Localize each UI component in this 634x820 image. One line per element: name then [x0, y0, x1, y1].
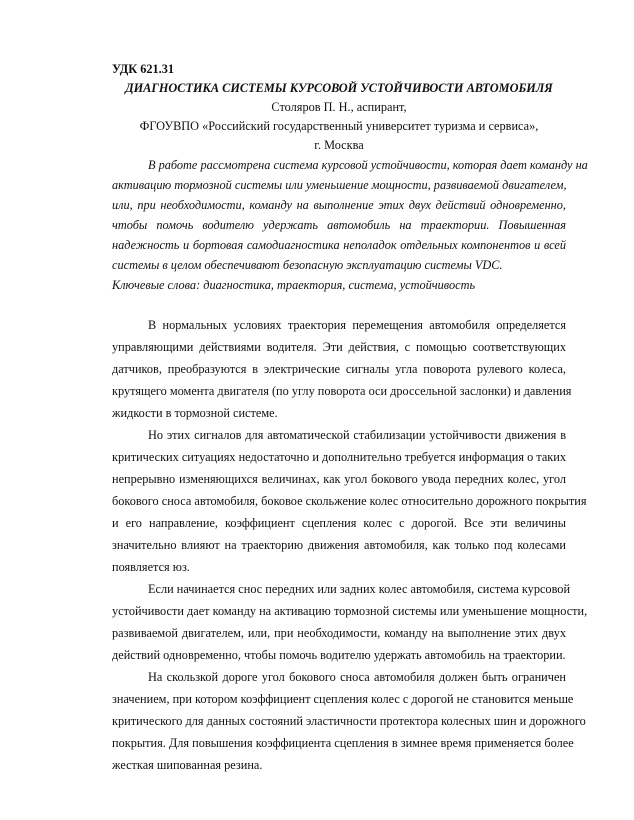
article-title: ДИАГНОСТИКА СИСТЕМЫ КУРСОВОЙ УСТОЙЧИВОСТИ АВТОМОБИЛЯ: [125, 81, 553, 95]
body-line: значительно влияют на траекторию движения автомобиля, как только под колесами: [112, 538, 566, 552]
body-line: жесткая шипованная резина.: [112, 758, 263, 772]
body-line: развиваемой двигателем, или, при необходимости, команду на выполнение этих двух: [112, 626, 566, 640]
city-line: г. Москва: [314, 138, 364, 152]
body-line: Если начинается снос передних или задних колес автомобиля, система курсовой: [148, 582, 571, 596]
body-line: На скользкой дороге угол бокового сноса автомобиля должен быть ограничен: [148, 670, 566, 684]
affiliation-line: ФГОУВПО «Российский государственный университет туризма и сервиса»,: [139, 119, 539, 133]
body-line: датчиков, преобразуются в электрические сигналы угла поворота рулевого колеса,: [112, 362, 566, 376]
abstract-line: надежность и бортовая самодиагностика неполадок отдельных компонентов и всей: [112, 238, 566, 252]
body-line: жидкости в тормозной системе.: [112, 406, 278, 420]
body-line: критического для данных состояний эластичности протектора колесных шин и дорожного: [112, 714, 586, 728]
abstract-line: активацию тормозной системы или уменьшение мощности, развиваемой двигателем,: [112, 178, 567, 192]
body-line: значением, при котором коэффициент сцепления колес с дорогой не становится меньше: [112, 692, 574, 706]
abstract-line: или, при необходимости, команду на выполнение этих двух действий одновременно,: [112, 198, 566, 212]
body-line: появляется юз.: [112, 560, 190, 574]
udk-code: УДК 621.31: [112, 62, 175, 76]
body-line: критических ситуациях недостаточно и дополнительно требуется информация о таких: [112, 450, 566, 464]
body-line: бокового сноса автомобиля, боковое скольжение колес относительно дорожного покрытия: [112, 494, 587, 508]
body-line: и его направление, коэффициент сцепления колес с дорогой. Все эти величины: [112, 516, 566, 530]
abstract-line: чтобы помочь водителю удержать автомобиль на траектории. Повышенная: [112, 218, 566, 232]
abstract-line: В работе рассмотрена система курсовой устойчивости, которая дает команду на: [148, 158, 588, 172]
body-line: крутящего момента двигателя (по углу поворота оси дроссельной заслонки) и давления: [112, 384, 572, 398]
author-line: Столяров П. Н., аспирант,: [271, 100, 407, 114]
keywords-line: Ключевые слова: диагностика, траектория, система, устойчивость: [112, 278, 476, 292]
body-line: действий одновременно, чтобы помочь водителю удержать автомобиль на траектории.: [112, 648, 566, 662]
body-line: покрытия. Для повышения коэффициента сцепления в зимнее время применяется более: [112, 736, 574, 750]
body-line: управляющими действиями водителя. Эти действия, с помощью соответствующих: [112, 340, 566, 354]
body-line: устойчивости дает команду на активацию тормозной системы или уменьшение мощности,: [112, 604, 588, 618]
body-line: Но этих сигналов для автоматической стабилизации устойчивости движения в: [148, 428, 566, 442]
body-line: непрерывно изменяющихся величинах, как угол бокового увода передних колес, угол: [112, 472, 566, 486]
abstract-line: системы в целом обеспечивают безопасную эксплуатацию системы VDC.: [112, 258, 503, 272]
body-line: В нормальных условиях траектория перемещения автомобиля определяется: [148, 318, 566, 332]
